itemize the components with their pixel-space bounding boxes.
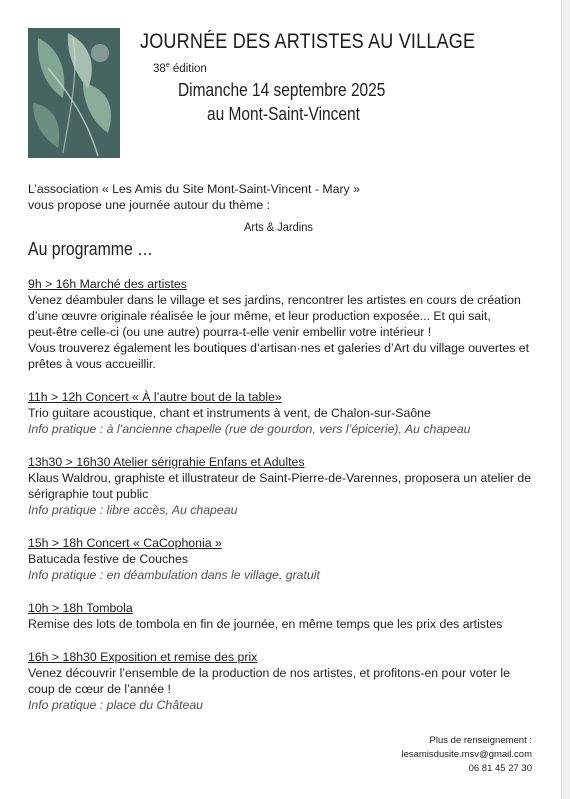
program-item-line: Trio guitare acoustique, chant et instruments à vent, de Chalon-sur-Saône bbox=[28, 406, 431, 420]
program-item-line: Klaus Waldrou, graphiste et illustrateur de Saint-Pierre-de-Varennes, proposera un atelier de bbox=[28, 471, 532, 485]
program-item-line: Venez déambuler dans le village et ses jardins, rencontrer les artistes en cours de création bbox=[28, 293, 521, 307]
program-item-line: sérigraphie tout public bbox=[28, 487, 149, 501]
program-item-line: d’une œuvre originale réalisée le jour même, et leur production exposée... Et qui sait, bbox=[28, 309, 491, 323]
program-item bbox=[28, 649, 543, 713]
event-place: au Mont-Saint-Vincent bbox=[207, 104, 360, 124]
program-item-line: peut-être celle-ci (ou une autre) pourra-t-elle venir embellir votre intérieur ! bbox=[28, 325, 432, 339]
program-heading: Au programme … bbox=[28, 239, 154, 259]
intro-line: vous propose une journée autour du thème : bbox=[28, 198, 271, 212]
program-item-info: Info pratique : libre accès, Au chapeau bbox=[28, 503, 238, 517]
program-item-heading: 10h > 18h Tombola bbox=[28, 601, 133, 615]
program-item-heading: 15h > 18h Concert « CaCophonia » bbox=[28, 536, 222, 550]
page-title: JOURNÉE DES ARTISTES AU VILLAGE bbox=[140, 30, 476, 53]
program-item-heading: 16h > 18h30 Exposition et remise des prix bbox=[28, 650, 258, 664]
leaf-artwork-image bbox=[28, 28, 120, 158]
program-item-line: prêtes à vous accueillir. bbox=[28, 357, 156, 371]
program-item-info: Info pratique : à l’ancienne chapelle (rue de gourdon, vers l’épicerie), Au chapeau bbox=[28, 422, 471, 436]
page-edge bbox=[561, 0, 570, 799]
program-item bbox=[28, 389, 543, 437]
program-item bbox=[28, 535, 543, 583]
program-item-info: Info pratique : place du Château bbox=[28, 698, 204, 712]
program-item-line: Remise des lots de tombola en fin de journée, en même temps que les prix des artistes bbox=[28, 617, 503, 631]
program-item bbox=[28, 600, 543, 632]
program-item-line: coup de cœur de l’année ! bbox=[28, 682, 171, 696]
program-item-heading: 11h > 12h Concert « À l’autre bout de la table» bbox=[28, 390, 282, 404]
program-item-line: Vous trouverez également les boutiques d’artisan·nes et galeries d’Art du village ouvertes et bbox=[28, 341, 530, 355]
program-item-heading: 13h30 > 16h30 Atelier sérigrahie Enfans et Adultes bbox=[28, 455, 305, 469]
program-item-info: Info pratique : en déambulation dans le village, gratuit bbox=[28, 568, 320, 582]
program-item bbox=[28, 454, 543, 518]
theme-label: Arts & Jardins bbox=[244, 220, 313, 234]
contact-email[interactable]: lesamisdusite.msv@gmail.com bbox=[401, 749, 532, 760]
program-item-heading: 9h > 16h Marché des artistes bbox=[28, 277, 187, 291]
intro-line: L’association « Les Amis du Site Mont-Saint-Vincent - Mary » bbox=[28, 182, 360, 196]
contact-phone: 06 81 45 27 30 bbox=[468, 763, 532, 774]
contact-label: Plus de renseignement : bbox=[429, 735, 532, 746]
intro-text bbox=[28, 181, 538, 213]
program-item-line: Venez découvrir l’ensemble de la production de nos artistes, et profitons-en pour voter le bbox=[28, 666, 510, 680]
program-item-line: Batucada festive de Couches bbox=[28, 552, 188, 566]
contact-block bbox=[401, 734, 532, 776]
program-list bbox=[28, 276, 543, 713]
edition-label: 38e édition bbox=[153, 62, 207, 75]
program-item bbox=[28, 276, 543, 372]
event-date: Dimanche 14 septembre 2025 bbox=[178, 80, 386, 100]
